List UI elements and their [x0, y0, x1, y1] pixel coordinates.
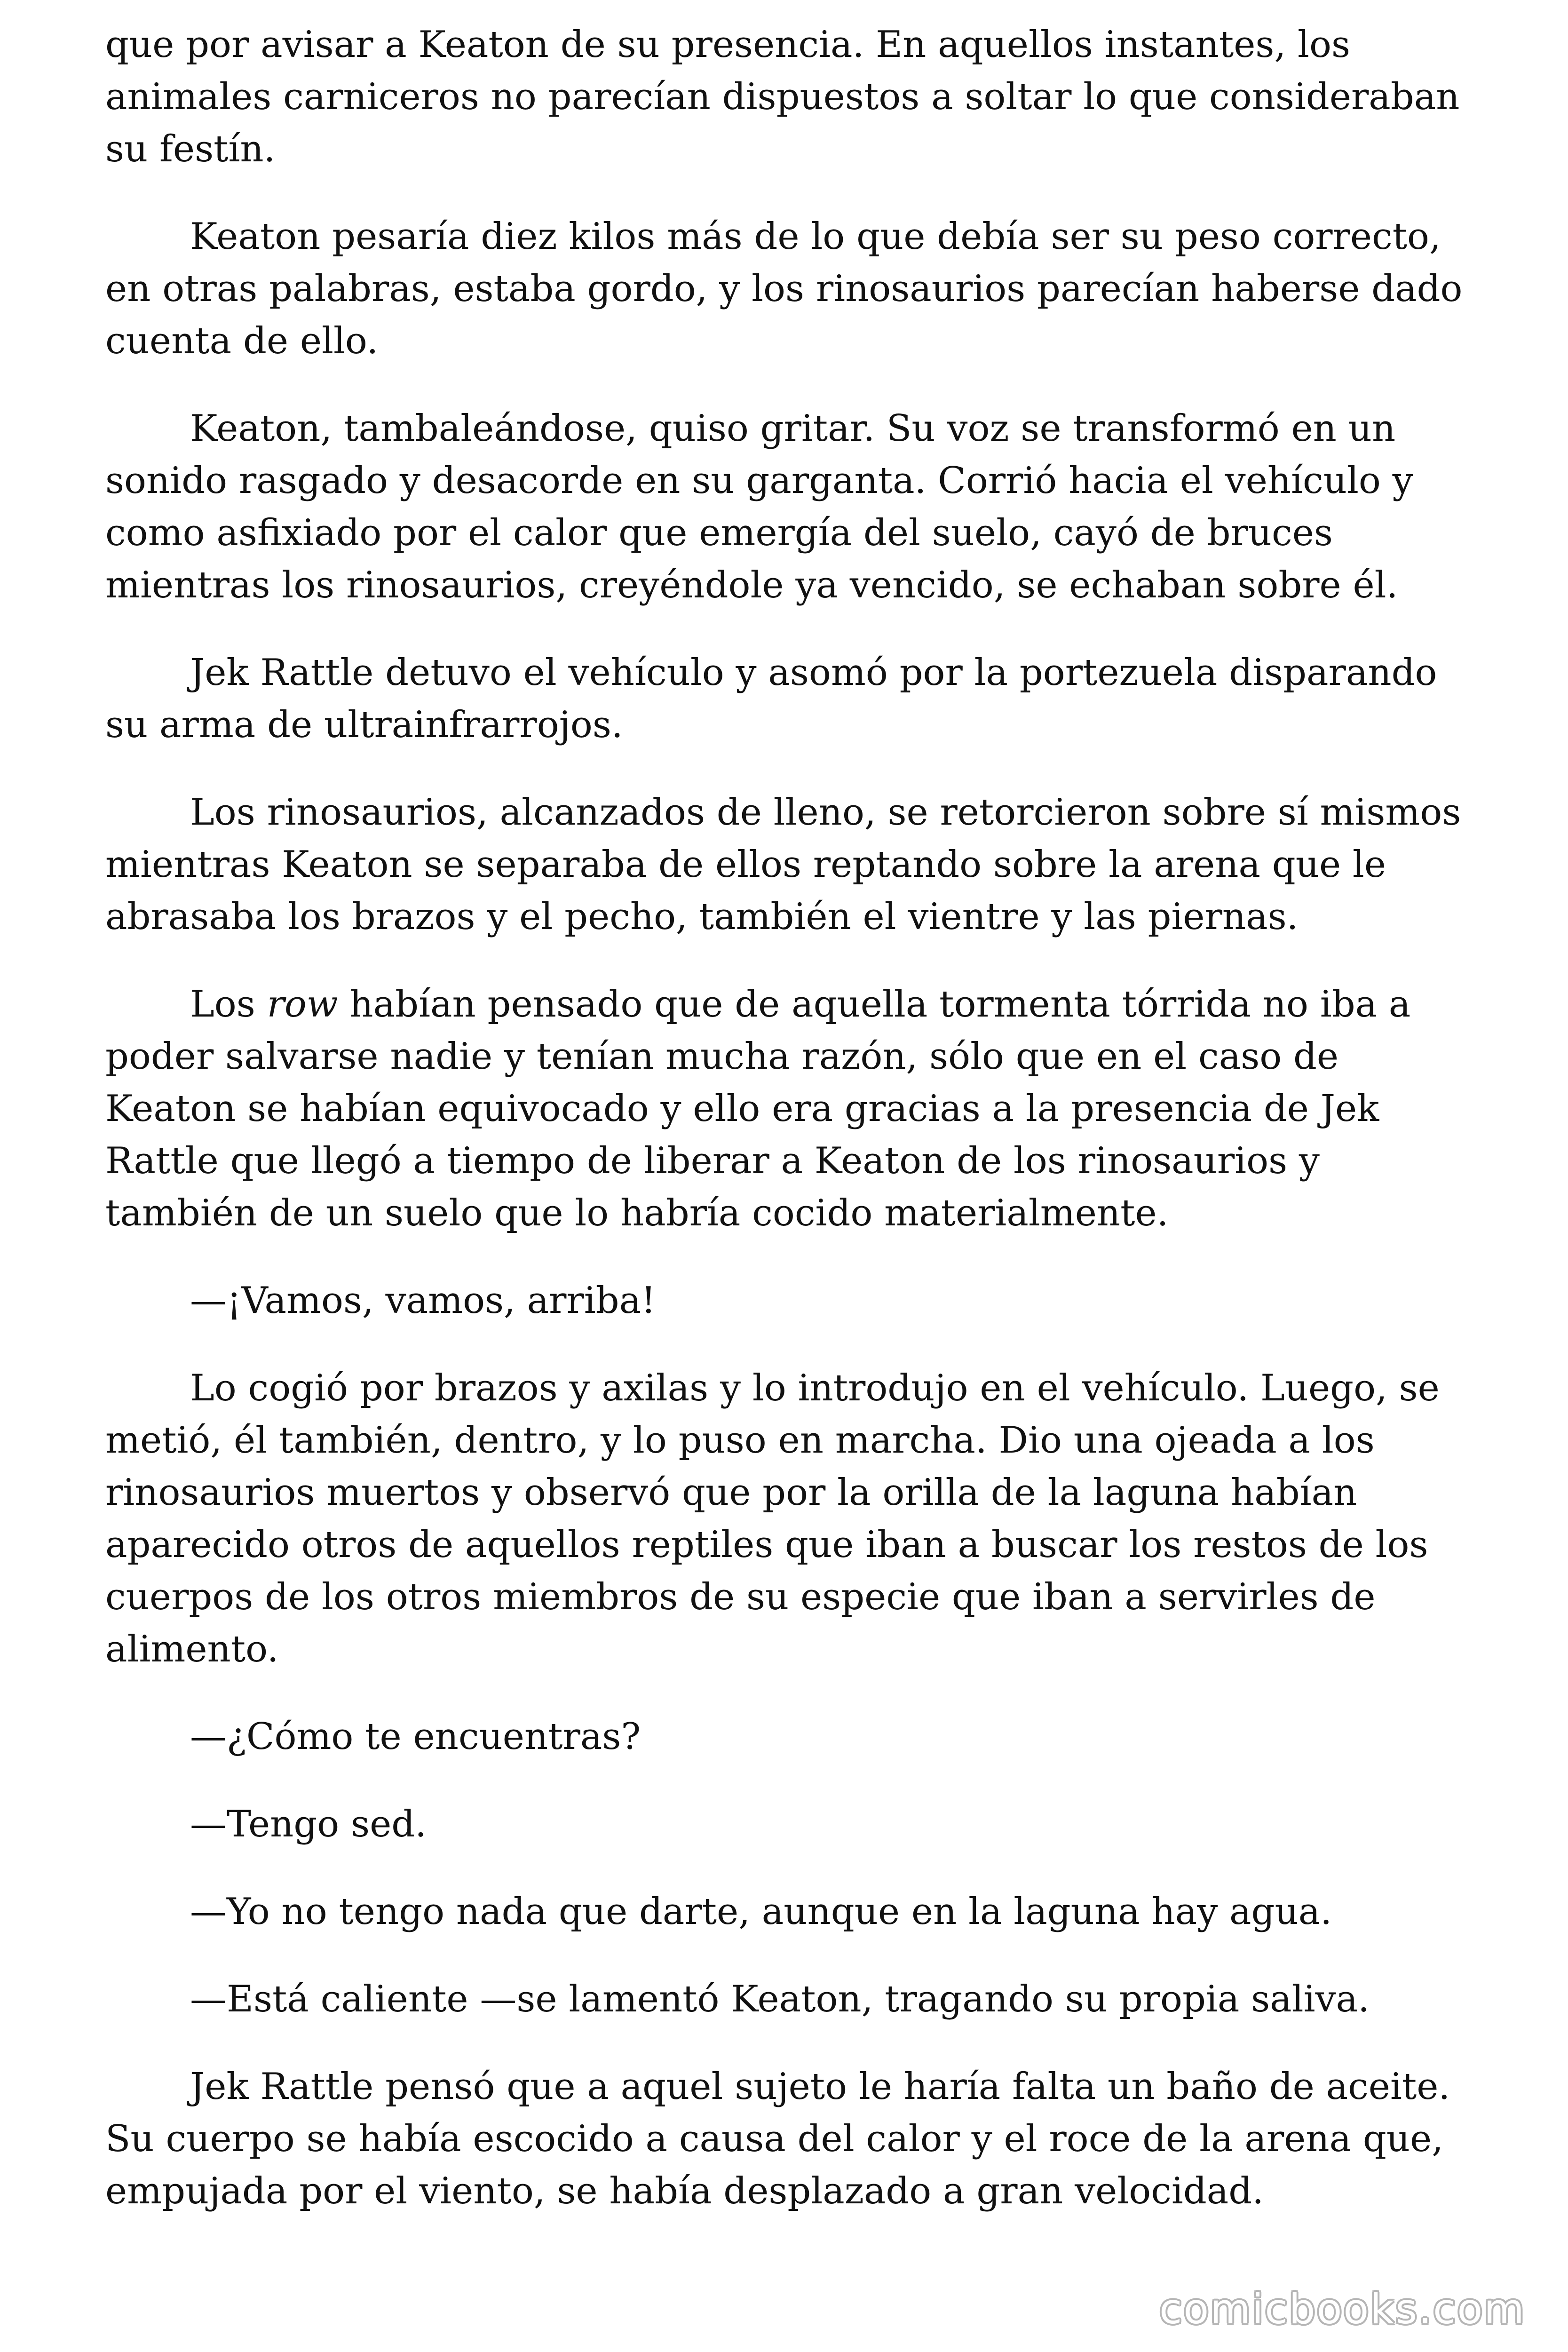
book-page: [105, 19, 1479, 2253]
dialogue-line: —Yo no tengo nada que darte, aunque en la laguna hay agua.: [190, 1891, 1332, 1933]
italic-word: row: [267, 983, 338, 1025]
paragraph-with-italic: [105, 978, 1479, 1240]
paragraph: Los rinosaurios, alcanzados de lleno, se retorcieron sobre sí mismos mientras Keaton se separaba de ellos reptando sobre la arena que le abrasaba los brazos y el pecho, también el vientre y las piernas.: [105, 791, 1461, 938]
dialogue-line: —¡Vamos, vamos, arriba!: [190, 1279, 656, 1322]
paragraph: Keaton pesaría diez kilos más de lo que debía ser su peso correcto, en otras palabras, estaba gordo, y los rinosaurios parecían haberse dado cuenta de ello.: [105, 215, 1463, 362]
paragraph: que por avisar a Keaton de su presencia. En aquellos instantes, los animales carniceros no parecían dispuestos a soltar lo que consideraban su festín.: [105, 24, 1460, 170]
paragraph: Jek Rattle detuvo el vehículo y asomó por la portezuela disparando su arma de ultrainfrarrojos.: [105, 652, 1437, 746]
dialogue-line: —Está caliente —se lamentó Keaton, tragando su propia saliva.: [190, 1978, 1370, 2020]
dialogue-line: —Tengo sed.: [190, 1803, 427, 1845]
dialogue-line: —¿Cómo te encuentras?: [190, 1716, 641, 1758]
paragraph-text-before: Los: [190, 983, 267, 1025]
watermark: comicbooks.com: [1159, 2285, 1526, 2333]
paragraph-text-after: habían pensado que de aquella tormenta tórrida no iba a poder salvarse nadie y tenían mucha razón, sólo que en el caso de Keaton se habían equivocado y ello era gracias a la presencia de Jek Rattle que llegó a tiempo de liberar a Keaton de los rinosaurios y también de un suelo que lo habría cocido materialmente.: [105, 983, 1411, 1234]
paragraph: Keaton, tambaleándose, quiso gritar. Su voz se transformó en un sonido rasgado y desacorde en su garganta. Corrió hacia el vehículo y como asfixiado por el calor que emergía del suelo, cayó de bruces mientras los rinosaurios, creyéndole ya vencido, se echaban sobre él.: [105, 407, 1413, 606]
paragraph: Jek Rattle pensó que a aquel sujeto le haría falta un baño de aceite. Su cuerpo se había escocido a causa del calor y el roce de la arena que, empujada por el viento, se había desplazado a gran velocidad.: [105, 2066, 1450, 2212]
paragraph: Lo cogió por brazos y axilas y lo introdujo en el vehículo. Luego, se metió, él también, dentro, y lo puso en marcha. Dio una ojeada a los rinosaurios muertos y observó que por la orilla de la laguna habían aparecido otros de aquellos reptiles que iban a buscar los restos de los cuerpos de los otros miembros de su especie que iban a servirles de alimento.: [105, 1367, 1440, 1670]
